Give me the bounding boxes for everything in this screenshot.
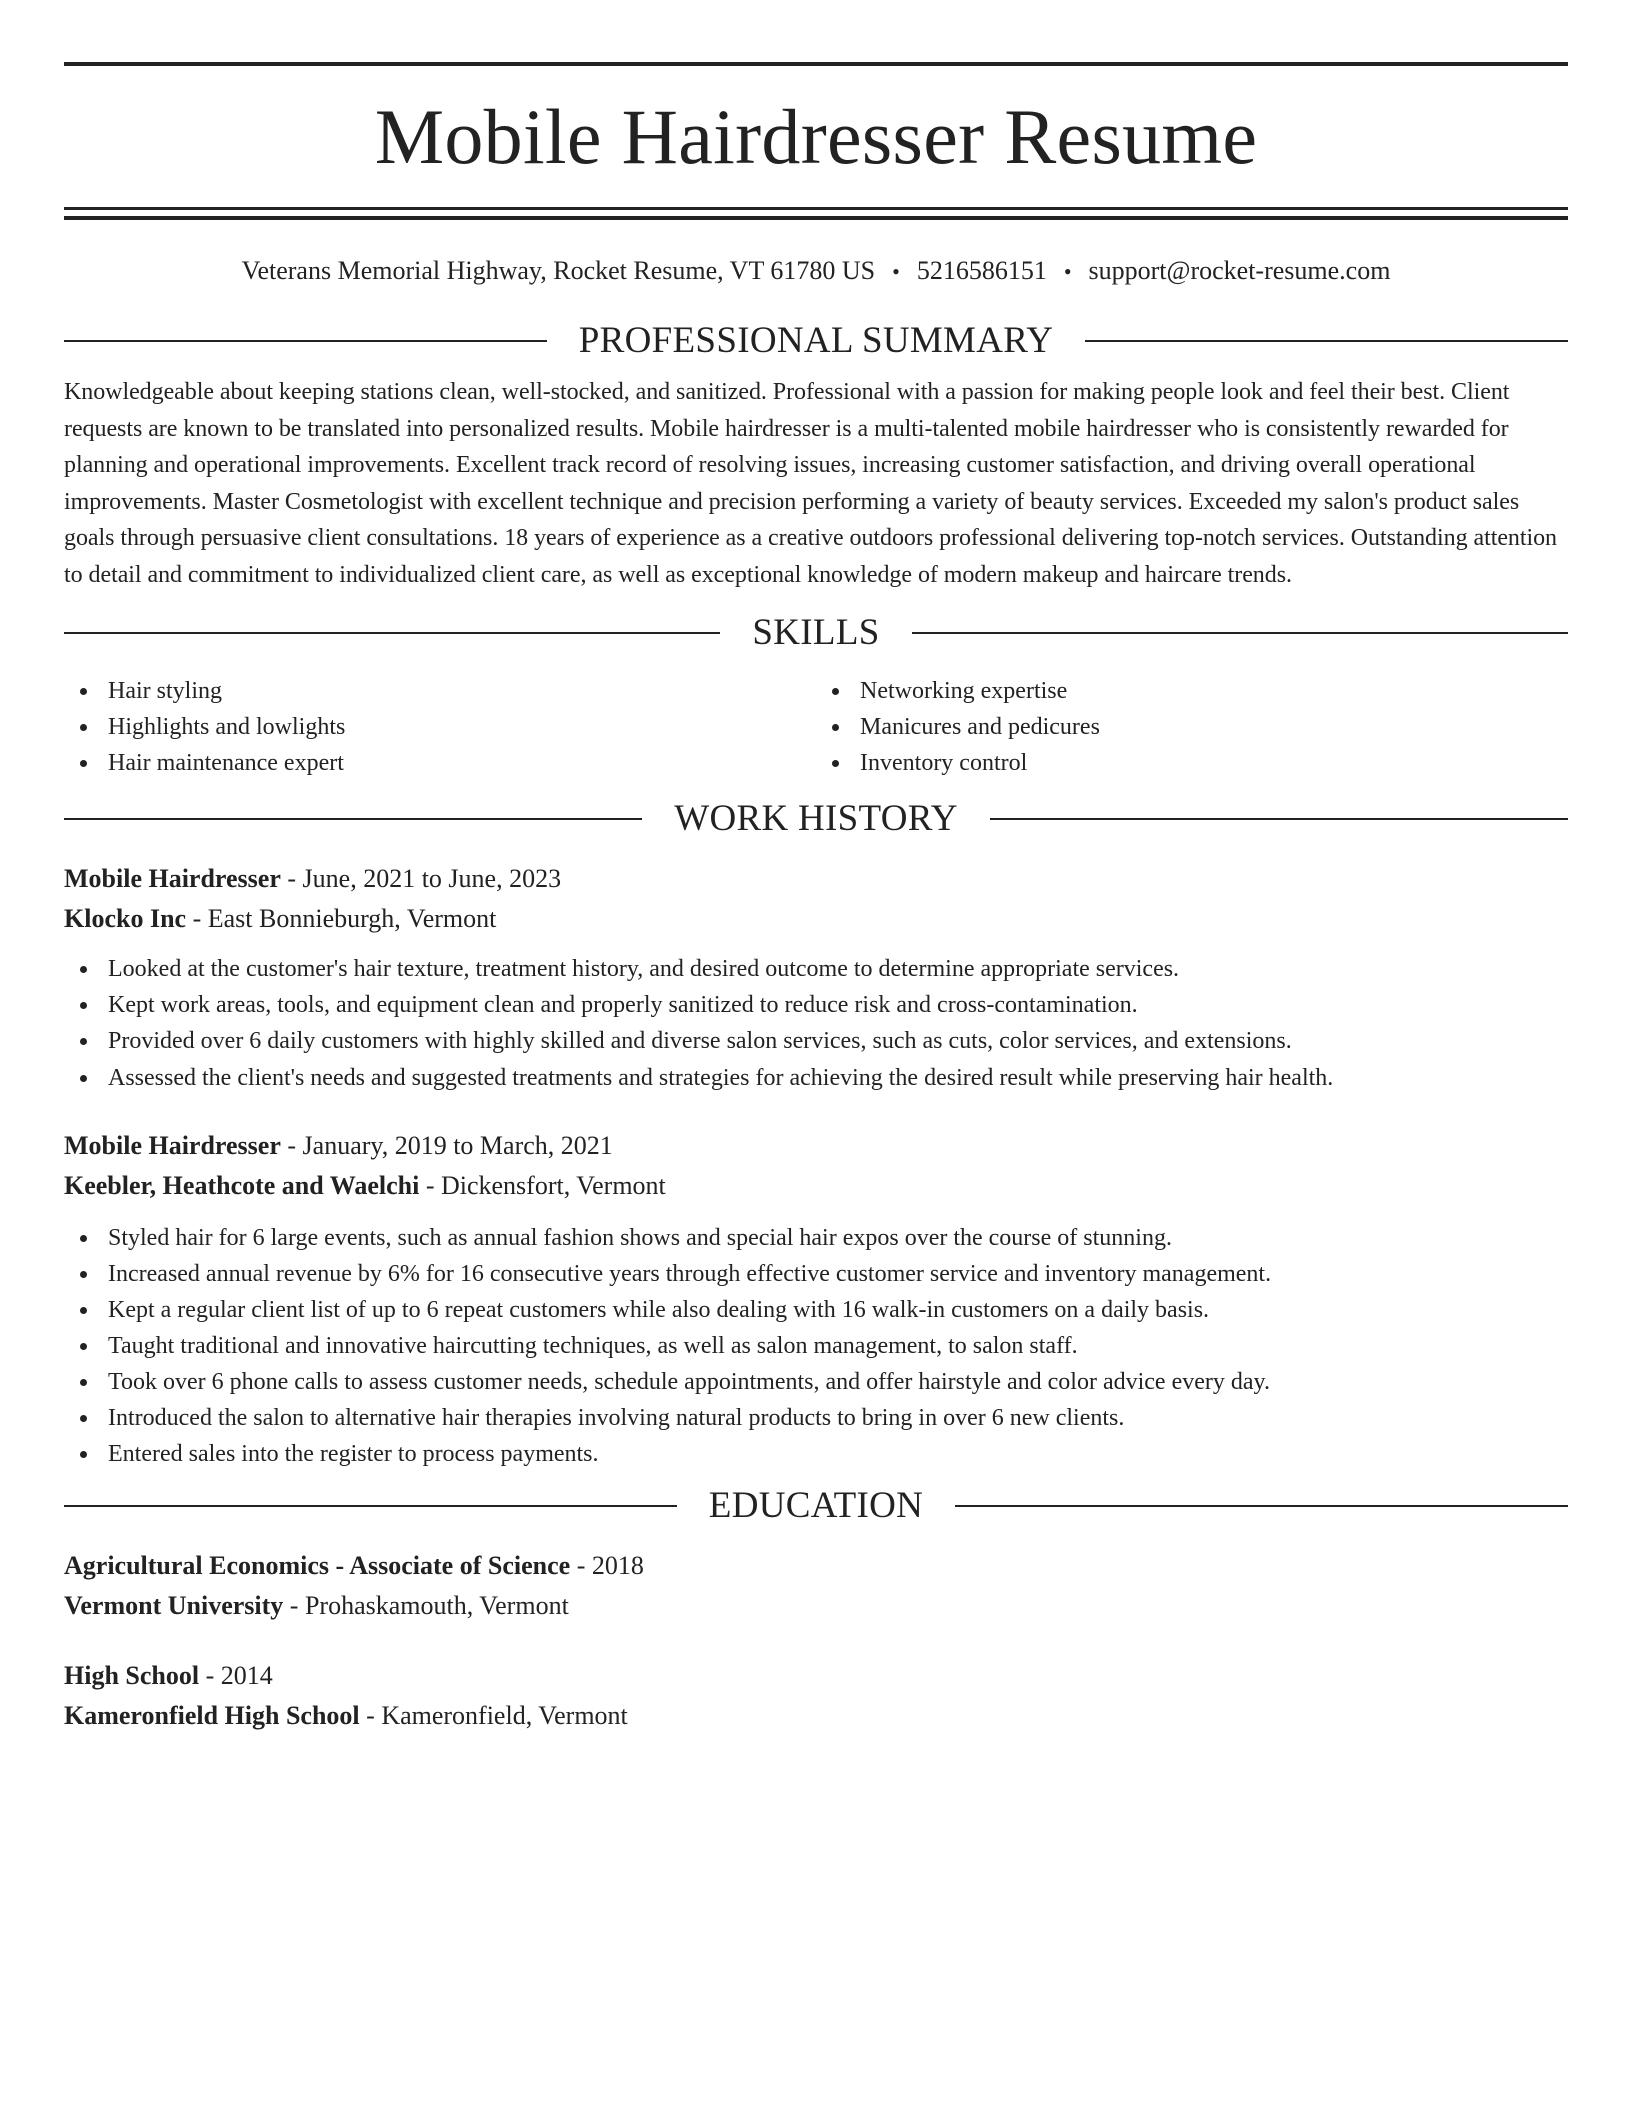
job-duties [64,1220,1568,1472]
education-school-line [64,1696,1568,1736]
contact-address: Veterans Memorial Highway, Rocket Resume, VT 61780 US [241,256,876,285]
title-double-rule [64,207,1568,220]
education-heading [64,1486,1568,1526]
heading-rule-right [990,818,1568,820]
contact-separator: • [1063,259,1072,284]
job-title-line [64,1126,1568,1166]
skills-heading [64,613,1568,653]
education-year: - 2014 [199,1661,273,1690]
job-entry [64,1126,1568,1472]
job-duty: Assessed the client's needs and suggested treatments and strategies for achieving the desired result while preserving hair health. [64,1060,1568,1096]
education-heading-label: EDUCATION [708,1485,924,1526]
job-location: - East Bonnieburgh, Vermont [186,904,497,933]
heading-rule-right [912,632,1568,634]
job-dates: - January, 2019 to March, 2021 [280,1131,613,1160]
contact-email: support@rocket-resume.com [1088,256,1391,285]
heading-rule-left [64,340,547,342]
skills-column-right [816,673,1568,781]
skill-item: Highlights and lowlights [64,709,816,745]
skills-list [64,673,1568,781]
job-duty: Entered sales into the register to process payments. [64,1436,1568,1472]
education-location: - Kameronfield, Vermont [359,1701,628,1730]
job-title: Mobile Hairdresser [64,1131,281,1160]
job-duty: Kept a regular client list of up to 6 repeat customers while also dealing with 16 walk-in customers on a daily basis. [64,1292,1568,1328]
heading-rule-left [64,632,720,634]
skill-item: Inventory control [816,745,1568,781]
job-company-line [64,1166,1568,1206]
job-company: Klocko Inc [64,904,187,933]
skill-item: Networking expertise [816,673,1568,709]
education-school-line [64,1586,1568,1626]
summary-heading-label: PROFESSIONAL SUMMARY [578,320,1054,361]
education-location: - Prohaskamouth, Vermont [283,1591,569,1620]
summary-heading [64,321,1568,361]
job-company: Keebler, Heathcote and Waelchi [64,1171,420,1200]
job-title: Mobile Hairdresser [64,864,281,893]
contact-line [64,256,1568,287]
job-duty: Increased annual revenue by 6% for 16 consecutive years through effective customer service and inventory management. [64,1256,1568,1292]
heading-rule-right [955,1505,1568,1507]
job-duty: Kept work areas, tools, and equipment clean and properly sanitized to reduce risk and cross-contamination. [64,987,1568,1023]
summary-text: Knowledgeable about keeping stations clean, well-stocked, and sanitized. Professional with a passion for making people look and feel their best. Client requests are known to be translated into personalized results. Mobile hairdresser is a multi-talented mobile hairdresser who is consistently rewarded for planning and operational improvements. Excellent track record of resolving issues, increasing customer satisfaction, and driving overall operational improvements. Master Cosmetologist with excellent technique and precision performing a variety of beauty services. Exceeded my salon's product sales goals through persuasive client consultations. 18 years of experience as a creative outdoors professional delivering top-notch services. Outstanding attention to detail and commitment to individualized client care, as well as exceptional knowledge of modern makeup and haircare trends. [64,379,1558,588]
contact-separator: • [892,259,900,284]
job-duty: Introduced the salon to alternative hair therapies involving natural products to bring in over 6 new clients. [64,1400,1568,1436]
skills-heading-label: SKILLS [752,612,880,653]
job-duty: Styled hair for 6 large events, such as annual fashion shows and special hair expos over the course of stunning. [64,1220,1568,1256]
education-entry [64,1656,1568,1736]
work-heading-label: WORK HISTORY [674,798,958,839]
education-degree-line [64,1546,1568,1586]
job-dates: - June, 2021 to June, 2023 [280,864,562,893]
skill-item: Hair styling [64,673,816,709]
heading-rule-right [1085,340,1568,342]
work-heading [64,799,1568,839]
job-location: - Dickensfort, Vermont [419,1171,666,1200]
education-degree-line [64,1656,1568,1696]
education-school: Kameronfield High School [64,1701,360,1730]
education-school: Vermont University [64,1591,284,1620]
contact-phone: 5216586151 [916,256,1047,285]
job-duty: Taught traditional and innovative haircutting techniques, as well as salon management, to salon staff. [64,1328,1568,1364]
education-degree: Agricultural Economics - Associate of Science [64,1551,571,1580]
education-year: - 2018 [570,1551,644,1580]
heading-rule-left [64,1505,677,1507]
top-rule [64,62,1568,66]
job-entry [64,859,1568,1096]
job-title-line [64,859,1568,899]
job-duties [64,951,1568,1096]
job-company-line [64,899,1568,939]
heading-rule-left [64,818,642,820]
job-duty: Took over 6 phone calls to assess customer needs, schedule appointments, and offer hairstyle and color advice every day. [64,1364,1568,1400]
job-duty: Looked at the customer's hair texture, treatment history, and desired outcome to determine appropriate services. [64,951,1568,987]
job-duty: Provided over 6 daily customers with highly skilled and diverse salon services, such as cuts, color services, and extensions. [64,1023,1568,1059]
skill-item: Manicures and pedicures [816,709,1568,745]
education-degree: High School [64,1661,200,1690]
resume-title: Mobile Hairdresser Resume [374,93,1258,180]
education-entry [64,1546,1568,1626]
skills-column-left [64,673,816,781]
skill-item: Hair maintenance expert [64,745,816,781]
